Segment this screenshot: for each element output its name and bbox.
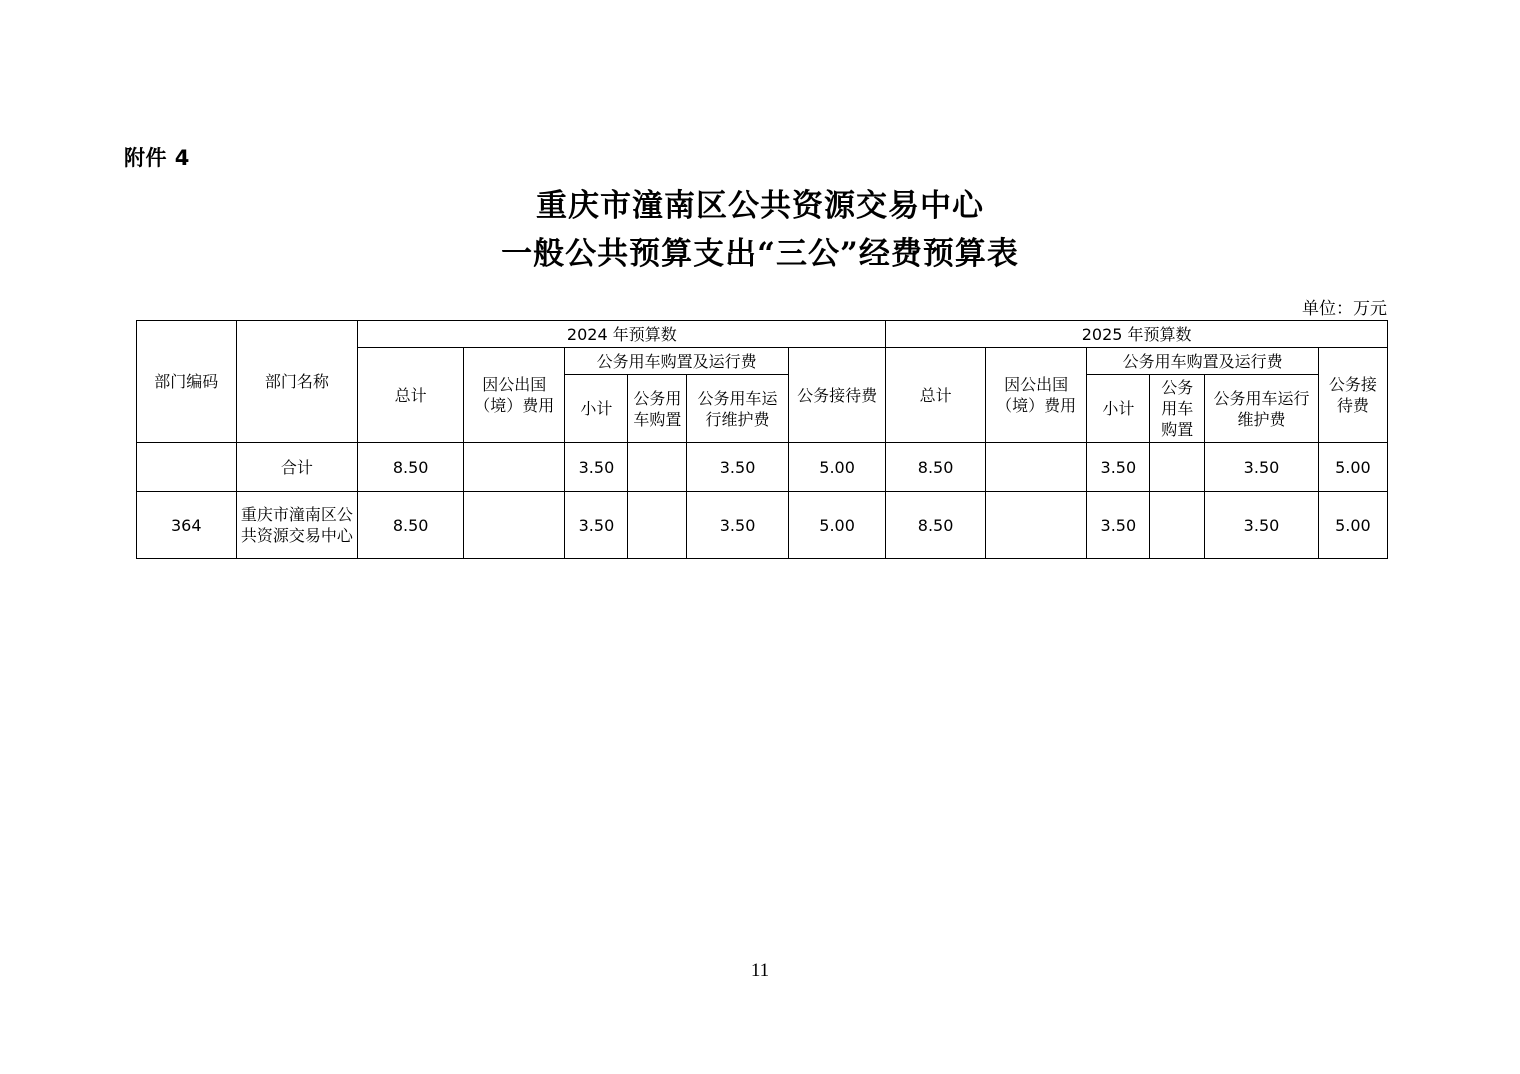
cell-2024-total: 8.50 — [358, 443, 464, 492]
cell-2024-maintenance: 3.50 — [687, 492, 789, 559]
attachment-label: 附件 4 — [124, 146, 190, 170]
th-2024-abroad: 因公出国（境）费用 — [463, 348, 565, 443]
cell-2025-purchase — [1150, 492, 1205, 559]
unit-note: 单位：万元 — [1302, 299, 1387, 319]
page-title-line-1: 重庆市潼南区公共资源交易中心 — [536, 188, 984, 224]
page-title-line-2: 一般公共预算支出“三公”经费预算表 — [501, 236, 1019, 272]
th-2024-subtotal: 小计 — [565, 375, 628, 443]
th-dept-name: 部门名称 — [236, 321, 358, 443]
th-2025-vehicle-purchase: 公务用车购置 — [1150, 375, 1205, 443]
cell-dept-code: 364 — [137, 492, 237, 559]
cell-2025-total: 8.50 — [886, 443, 986, 492]
cell-2025-abroad — [985, 443, 1087, 492]
cell-2024-reception: 5.00 — [788, 492, 886, 559]
th-2025-subtotal: 小计 — [1087, 375, 1150, 443]
budget-table-container — [136, 320, 1388, 559]
cell-2025-subtotal: 3.50 — [1087, 492, 1150, 559]
th-2024-vehicle-purchase: 公务用车购置 — [628, 375, 687, 443]
cell-dept-name: 重庆市潼南区公共资源交易中心 — [236, 492, 358, 559]
page-title — [135, 182, 1385, 278]
cell-2025-total: 8.50 — [886, 492, 986, 559]
th-2024-vehicle-maintenance: 公务用车运行维护费 — [687, 375, 789, 443]
cell-2025-maintenance: 3.50 — [1205, 443, 1319, 492]
page-number: 11 — [750, 960, 770, 981]
th-2025-abroad: 因公出国（境）费用 — [985, 348, 1087, 443]
cell-2025-subtotal: 3.50 — [1087, 443, 1150, 492]
table-row — [137, 443, 1388, 492]
cell-2024-purchase — [628, 443, 687, 492]
cell-2024-abroad — [463, 443, 565, 492]
table-header-row-1 — [137, 321, 1388, 348]
cell-2025-purchase — [1150, 443, 1205, 492]
cell-2025-reception: 5.00 — [1318, 492, 1387, 559]
cell-2024-reception: 5.00 — [788, 443, 886, 492]
table-row — [137, 492, 1388, 559]
th-2024-reception: 公务接待费 — [788, 348, 886, 443]
cell-2024-maintenance: 3.50 — [687, 443, 789, 492]
cell-2024-total: 8.50 — [358, 492, 464, 559]
cell-2025-abroad — [985, 492, 1087, 559]
th-2025-vehicle-maintenance: 公务用车运行维护费 — [1205, 375, 1319, 443]
cell-2024-subtotal: 3.50 — [565, 492, 628, 559]
cell-2025-reception: 5.00 — [1318, 443, 1387, 492]
th-2024-total: 总计 — [358, 348, 464, 443]
th-2024-vehicle-group: 公务用车购置及运行费 — [565, 348, 788, 375]
cell-2024-abroad — [463, 492, 565, 559]
budget-table — [136, 320, 1388, 559]
cell-2024-purchase — [628, 492, 687, 559]
th-dept-code: 部门编码 — [137, 321, 237, 443]
cell-2024-subtotal: 3.50 — [565, 443, 628, 492]
cell-2025-maintenance: 3.50 — [1205, 492, 1319, 559]
th-year-2024: 2024 年预算数 — [358, 321, 886, 348]
th-2025-total: 总计 — [886, 348, 986, 443]
cell-dept-name: 合计 — [236, 443, 358, 492]
th-2025-reception: 公务接待费 — [1318, 348, 1387, 443]
cell-dept-code — [137, 443, 237, 492]
th-year-2025: 2025 年预算数 — [886, 321, 1388, 348]
th-2025-vehicle-group: 公务用车购置及运行费 — [1087, 348, 1318, 375]
